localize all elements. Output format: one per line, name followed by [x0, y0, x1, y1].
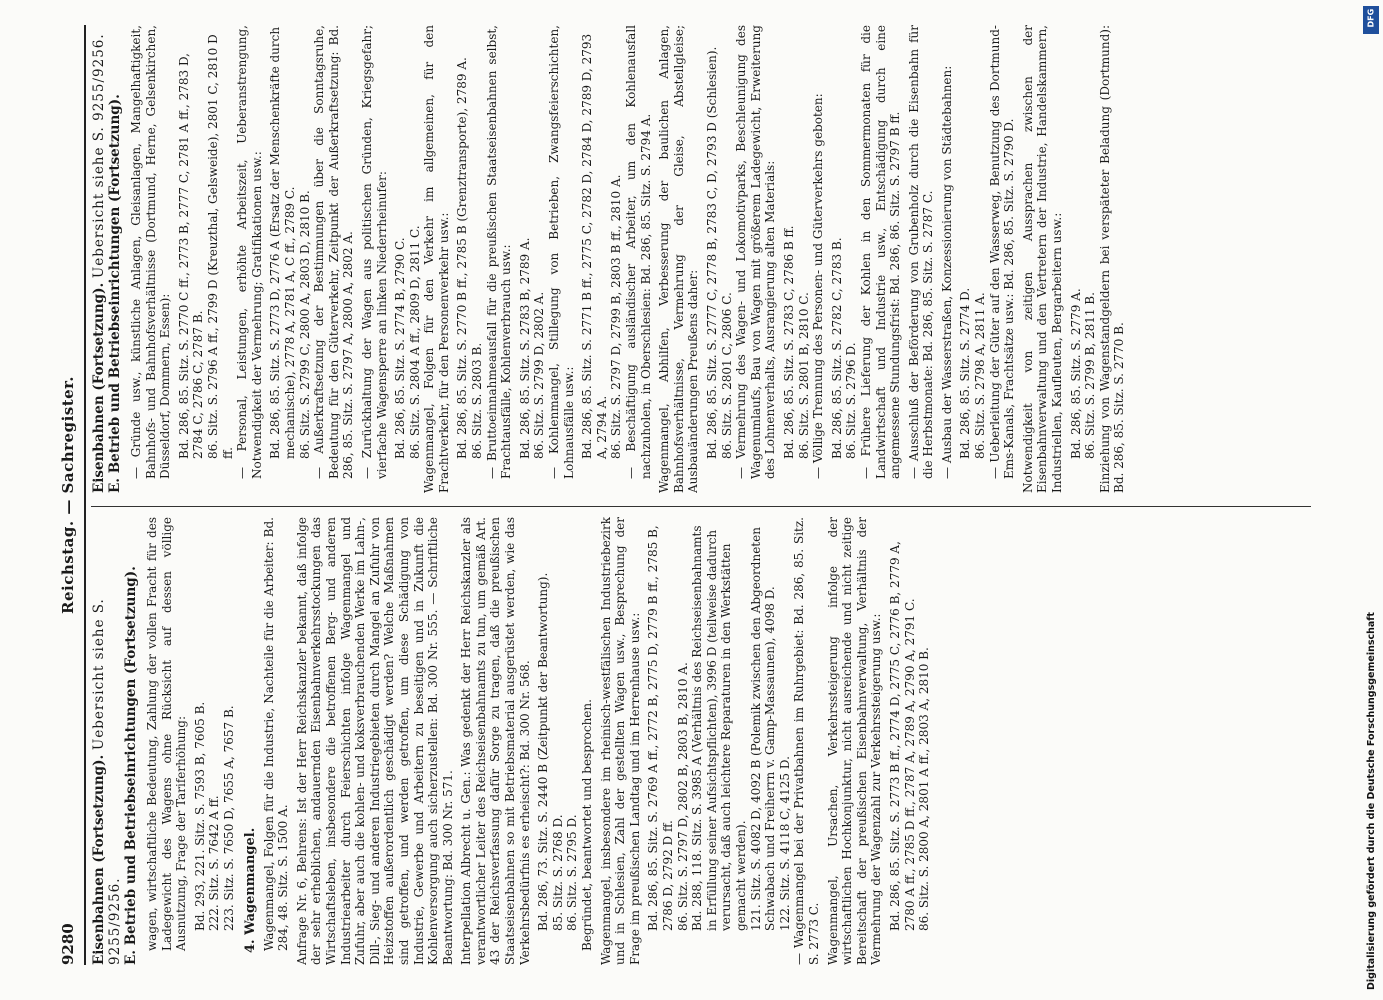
index-reference: Bd. 288, 118. Sitz. S. 3985 A (Verhältnis des Reichseisenbahnamts in Erfüllung seiner Aufsichtspflichten), 3996 D (teilweise dadurch verursacht, daß auch leichtere Reparaturen in den Werkstätten gemacht werden).: [690, 525, 748, 931]
index-reference: 86. Sitz. S. 2797 D, 2799 B, 2803 B ff., 2810 A.: [609, 174, 624, 459]
heading-main: Eisenbahnen: [91, 395, 107, 493]
index-reference: Bd. 286, 85. Sitz. S. 2777 C, 2778 B, 2783 C, D, 2793 D (Schlesien).: [704, 46, 719, 459]
index-entry: Notwendigkeit von zeitigen Aussprachen zwischen der Eisenbahnverwaltung und den Vertretern der Industrie, Handelskammern, Industriellen, Kaufleuten, Bergarbeitern usw.:: [1020, 25, 1065, 493]
index-entry: Anfrage Nr. 6, Behrens: Ist der Herr Reichskanzler bekannt, daß infolge der sehr erheblichen, andauernden Eisenbahnverkehrsstockungen das Wirtschaftsleben, insbesondere die betroffenen Berg- und anderen Industriearbeiter durch Feierschichten infolge Wagenmangel und Zufuhr, aber auch die kohlen- und koksverbrauchenden Werke im Lahn-, Dill-, Sieg- und anderen Industriegebieten durch Mangel an Zufuhr von Heizstoffen außerordentlich geschädigt werden? Welche Maßnahmen sind getroffen, und werden getroffen, um diese Schädigung von Industrie, Gewerbe und Arbeitern zu beseitigen und in Zukunft die Kohlenversorgung auch sicherzustellen: Bd. 300 Nr. 555. — Schriftliche Beantwortung: Bd. 300 Nr. 571.: [294, 517, 455, 965]
index-reference: 86. Sitz. S. 2800 A, 2801 A ff., 2803 A, 2810 B.: [917, 647, 932, 931]
heading-note: Uebersicht siehe S. 9255/9256.: [91, 33, 107, 279]
index-entry: — Wagenmangel bei der Privatbahnen im Ruhrgebiet: Bd. 286, 85. Sitz. S. 2773 C.: [792, 517, 821, 965]
left-column-heading: [91, 517, 139, 965]
index-reference: Bd. 286, 85. Sitz. S. 2774 D.: [958, 287, 973, 459]
index-reference: 86. Sitz. S. 2803 B.: [470, 342, 485, 459]
index-reference: Bd. 286, 85. Sitz. S. 2771 B ff., 2775 C, 2782 D, 2784 D, 2789 D, 2793 A, 2794 A.: [580, 33, 609, 459]
index-entry: — Ausschluß der Beförderung von Grubenholz durch die Eisenbahn für die Herbstmonate: Bd. 286, 85. Sitz. S. 2787 C.: [906, 25, 936, 479]
index-reference: 86. Sitz. S. 2795 D.: [565, 814, 580, 931]
index-entry: Wagenmangel, insbesondere im rheinisch-westfälischen Industriebezirk und in Schlesien, Zahl der gestellten Wagen usw., Besprechung der Frage im preußischen Landtag und im Herrenhause usw.:: [598, 517, 642, 965]
index-entry: wagen, wirtschaftliche Bedeutung, Zahlung der vollen Fracht für des Ladegewicht des Wagens ohne Rücksicht auf dessen völlige Ausnutzung, Frage der Tariferhöhung:: [145, 517, 189, 951]
index-reference: Bd. 286, 85. Sitz. S. 2769 A ff., 2772 B, 2775 D, 2779 B ff., 2785 B, 2786 D, 2792 D ff.: [646, 525, 675, 931]
heading-cont: (Fortsetzung).: [91, 754, 107, 863]
index-entry: Wagenmangel, Ursachen, Verkehrssteigerung infolge der wirtschaftlichen Hochkonjunktur, nicht ausreichende und nicht zeitige Bereitschaft der preußischen Eisenbahnverwaltung, Verhältnis der Vermehrung der Wagenzahl zur Verkehrssteigerung usw.:: [825, 517, 884, 965]
index-reference: Bd. 286, 85. Sitz. S. 2773 D, 2776 A (Ersatz der Menschenkräfte durch mechanische), 2778 A, 2781 A, C ff., 2789 C.: [268, 26, 297, 459]
index-reference: Bd. 293, 221. Sitz. S. 7593 B, 7605 B.: [192, 701, 207, 931]
page-title: Reichstag. — Sachregister.: [59, 376, 77, 614]
index-reference: 86. Sitz. S. 2801 B, 2810 C.: [796, 292, 811, 459]
index-entry: — Beschäftigung ausländischer Arbeiter, um den Kohlenausfall nachzuholen, in Oberschlesien: Bd. 286, 85. Sitz. S. 2794 A.: [624, 25, 653, 479]
heading-subsection: E. Betrieb und Betriebseinrichtungen (Fortsetzung).: [123, 566, 139, 965]
index-reference: 121. Sitz. S. 4082 D, 4092 B (Polemik zwischen den Abgeordneten Schwabach und Freiherrn v. Gamp-Massaunen), 4098 D.: [748, 527, 778, 931]
index-reference: 85. Sitz. S. 2768 D.: [550, 814, 565, 931]
index-entry: — Ausbau der Wasserstraßen, Konzessionierung von Städtebahnen:: [939, 65, 954, 479]
index-reference: 122. Sitz. S. 4118 C, 4125 D.: [777, 756, 792, 931]
dfg-logo-text: DFG: [1366, 8, 1376, 28]
column-divider: [91, 506, 1311, 507]
heading-cont: (Fortsetzung).: [91, 282, 107, 391]
left-column: [91, 517, 1331, 965]
index-reference: 86. Sitz. S. 2796 A ff., 2799 D (Kreuzthal, Gelsweide), 2801 C, 2810 D ff.: [205, 34, 235, 459]
index-reference: 86. Sitz. S. 2796 D.: [844, 342, 859, 459]
index-reference: 223. Sitz. S. 7650 D, 7655 A, 7657 B.: [221, 705, 236, 931]
index-entry: Einziehung von Wagenstandgeldern bei verspäteter Beladung (Dortmund): Bd. 286, 85. Sitz. S. 2770 B.: [1097, 25, 1127, 493]
index-entry: Begründet, beantwortet und besprochen.: [580, 699, 595, 951]
header-rule: [84, 25, 86, 965]
index-entry: Wagenmangel, Abhilfen, Verbesserung der baulichen Anlagen, Bahnhofsverhältnisse, Vermehrung der Gleise, Abstellgleise; Ausbauänderungen Preußens daher:: [657, 25, 701, 493]
index-reference: 86. Sitz. S. 2799 D, 2802 A.: [532, 291, 547, 459]
heading-subsection: E. Betrieb und Betriebseinrichtungen (Fortsetzung).: [107, 94, 123, 493]
heading-main: Eisenbahnen: [91, 867, 107, 965]
right-column-heading: [91, 25, 123, 493]
index-entry: — Kohlenmangel, Stillegung von Betrieben, Zwangsfeierschichten, Lohnausfälle usw.:: [547, 25, 576, 479]
page-number: 9280: [59, 923, 77, 965]
index-reference: Bd. 286, 85. Sitz. S. 2770 C ff., 2773 B, 2777 C, 2781 A ff., 2783 D, 2784 C, 2786 C, 2787 B.: [176, 53, 206, 459]
index-entry: Wagenmangel, Folgen für den Verkehr im allgemeinen, für den Frachtverkehr, für den Personenverkehr usw.:: [422, 25, 451, 493]
index-reference: 222. Sitz. S. 7642 A ff.: [207, 795, 222, 931]
index-reference: 86. Sitz. S. 2798 A, 2811 A.: [973, 292, 988, 459]
index-reference: 86. Sitz. S. 2799 B, 2811 B.: [1083, 292, 1098, 459]
index-entry: — Zurückhaltung der Wagen aus politischen Gründen, Kriegsgefahr; vierfache Wagensperre an linken Niederrheinufer:: [359, 25, 389, 479]
index-entry: Interpellation Albrecht u. Gen.: Was gedenkt der Herr Reichskanzler als verantwortlicher Leiter des Reichseisenbahnamts zu tun, um gemäß Art. 43 der Reichsverfassung dafür Sorge zu tragen, daß die preußischen Staatseisenbahnen so mit Betriebsmaterial ausgerüstet werden, wie das Verkehrsbedürfnis es erheischt?: Bd. 300 Nr. 568.: [459, 517, 532, 965]
index-entry: — Völlige Trennung des Personen- und Güterverkehrs geboten:: [811, 93, 826, 479]
index-reference: Bd. 286, 85. Sitz. S. 2782 C, 2783 B.: [829, 237, 844, 459]
index-entry: — Ueberleitung der Güter auf den Wasserweg, Benutzung des Dortmund-Ems-Kanals, Frachtsätze usw.: Bd. 286, 85. Sitz. S. 2790 D.: [987, 25, 1017, 479]
index-entry: — Bruttoeinnahmeausfall für die preußischen Staatseisenbahnen selbst, Frachtausfälle, Kohlenverbrauch usw.:: [484, 25, 514, 479]
index-reference: Bd. 286, 73. Sitz. S. 2440 B (Zeitpunkt der Beantwortung).: [536, 572, 551, 931]
right-column: [91, 25, 1331, 493]
index-entry: Wagenmangel, Folgen für die Industrie, Nachteile für die Arbeiter: Bd. 284, 48. Sitz. S. 1500 A.: [261, 517, 291, 951]
digitization-credit: Digitalisierung gefördert durch die Deutsche Forschungsgemeinschaft: [1366, 612, 1377, 990]
index-reference: Bd. 286, 85. Sitz. S. 2774 B, 2790 C.: [393, 237, 408, 459]
index-reference: 86. Sitz. S. 2799 C, 2800 A, 2803 D, 2810 B.: [297, 190, 312, 459]
index-reference: Bd. 286, 85. Sitz. S. 2773 B ff., 2774 D, 2775 C, 2776 B, 2779 A, 2780 A ff., 2785 D ff., 2787 A, 2789 A, 2790 A, 2791 C.: [887, 541, 917, 931]
section-heading: 4. Wagenmangel.: [242, 827, 258, 953]
index-entry: — Personal, Leistungen, erhöhte Arbeitszeit, Ueberanstrengung, Notwendigkeit der Vermehrung; Gratifikationen usw.:: [235, 25, 264, 479]
index-reference: Bd. 286, 85. Sitz. S. 2779 A.: [1068, 288, 1083, 459]
index-reference: 86. Sitz. S. 2804 A ff., 2809 D, 2811 C.: [407, 225, 422, 459]
dfg-logo: [1363, 6, 1379, 34]
index-reference: Bd. 286, 85. Sitz. S. 2783 B, 2789 A.: [517, 237, 532, 459]
index-entry: — Gründe usw., künstliche Anlagen, Gleisanlagen, Mangelhaftigkeit, Bahnhofs- und Bahnhofsverhältnisse (Dortmund, Herne, Gelsenkirchen, Düsseldorf, Dommern, Essen):: [129, 25, 173, 479]
index-reference: Bd. 286, 85. Sitz. S. 2783 C, 2786 B ff.: [781, 225, 796, 459]
index-reference: 86. Sitz. S. 2797 D, 2802 B, 2803 B, 2810 A.: [675, 662, 690, 931]
rotated-page-content: [55, 25, 1345, 965]
index-reference: 86. Sitz. S. 2801 C, 2806 C.: [719, 292, 734, 459]
index-reference: Bd. 286, 85. Sitz. S. 2770 B ff., 2785 B (Grenztransporte), 2789 A.: [455, 57, 470, 459]
heading-note: Uebersicht siehe S. 9255/9256.: [91, 598, 123, 965]
index-entry: — Außerkraftsetzung der Bestimmungen über die Sonntagsruhe, Bedeutung für den Güterverkehr, Zeitpunkt der Außerkraftsetzung: Bd. 286, 85. Sitz. S. 2797 A, 2800 A, 2802 A.: [312, 25, 356, 479]
index-entry: — Frühere Lieferung der Kohlen in den Sommermonaten für die Landwirtschaft und Industrie usw., Entschädigung durch eine angemessene Stundungsfrist: Bd. 286, 86. Sitz. S. 2797 B ff.: [858, 25, 903, 479]
index-entry: — Vermehrung des Wagen- und Lokomotivparks, Beschleunigung des Wagenumlaufs, Bau von Wagen mit größerem Ladegewicht, Erweiterung des Lohnenverhalts, Ausrangierung alten Materials:: [734, 25, 778, 479]
